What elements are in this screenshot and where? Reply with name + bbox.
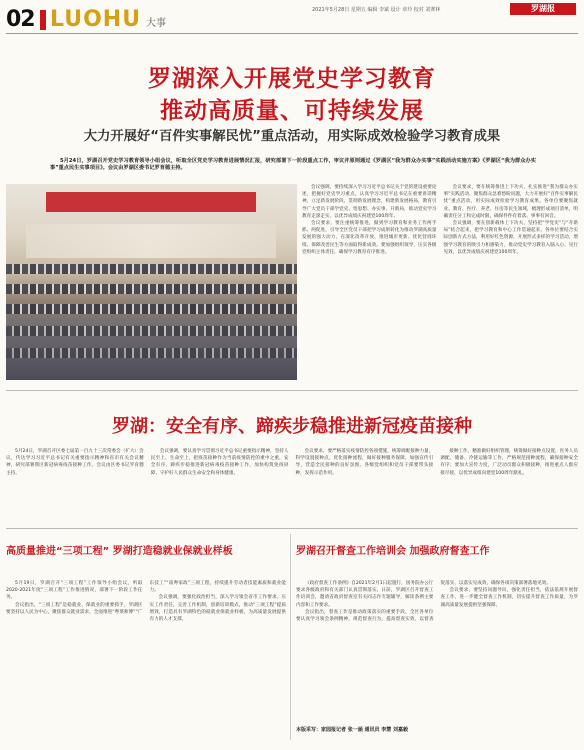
bottom-right-paragraph: 会议指出，督查工作是推动政策落实的重要手段，全区各单位要认真学习领会条例精神，规范督查行为，提高督查实效，以督查促落实、以落实见成效，确保各项决策部署落地见效。 — [296, 581, 551, 623]
lead-body — [302, 184, 578, 380]
bottom-right-paragraph: 会议要求，要坚持问题导向，强化责任担当，依法依规开展督查工作，进一步健全督查工作机制，切实提升督查工作质量，为罗湖高质量发展提供坚强保障。 — [440, 588, 578, 608]
header-rule — [6, 33, 578, 34]
lead-subhead: 大力开展好“百件实事解民忧”重点活动，用实际成效检验学习教育成果 — [83, 129, 501, 144]
bottom-right-body — [296, 580, 578, 722]
meeting-photo — [6, 184, 297, 380]
bottom-left-paragraph: 5月19日，罗湖召开“三项工程”工作领导小组会议，听取2020-2021年度“三项工程”工作推进情况，部署下一阶段工作任务。 — [6, 581, 143, 601]
header-brand-bar — [40, 10, 46, 30]
bottom-right-paragraph: 《政府督查工作条例》自2021年2月1日起施行，国务院办公厅要求各级政府和有关部门认真贯彻落实。日前，罗湖区召开督查工作培训会，邀请省政府督查室有关同志作专题辅导，解读条例主要内容和工作要求。 — [296, 581, 434, 608]
lead-paragraph: 会议强调，要持续深入学习习近平总书记关于党的建设重要论述，把握好党史学习重点，认真学习习近平总书记在重要讲话精神，立足新发展阶段，贯彻新发展理念，构建新发展格局，教育引导广大党员干部学党史、悟思想、办实事、开新局，推动党史学习教育走深走实，以优异成绩庆祝建党100周年。 — [302, 185, 437, 219]
covid-body — [6, 448, 578, 520]
bottom-left-body — [6, 580, 286, 740]
bottom-left-paragraph: 会议强调，要强化政治担当，深入学习领会省市工作要求，压实工作责任，完善工作机制，创新培训模式，推动“三项工程”提质增效，打造具有罗湖特色的稳就业保就业样板，为高质量发展提供有力的人才支撑。 — [149, 595, 286, 623]
covid-paragraph: 5月24日，罗湖召开区委七届第一百九十三次常委会（扩大）会议，传达学习习近平总书记有关重要指示精神和省市有关会议精神，研究部署我区新冠病毒疫苗接种工作。会议由区委书记罗育德主持。 — [6, 449, 144, 476]
covid-paragraph: 接种工作，精准做好组织管理，统筹做好接种点设置，医务人员调配、储备、冷链运输等工作，严格规范接种流程，确保接种安全有序；要加大宣传力度，广泛动员群众积极接种，推进重点人群应接尽接，以优异成绩向建党100周年献礼。 — [440, 449, 578, 476]
lead-paragraph: 会议强调，要在创新载体上下功夫，坚持把“学党史”与“开新局”结合起来，把学习教育和中心工作贯通起来，各单位要结合实际创新方式方法，利用好红色资源，开展形式多样的学习活动，增强学习教育的吸引力和感染力，推动党史学习教育入脑入心、见行见效，以优异成绩庆祝建党100周年。 — [443, 221, 578, 255]
header-section: 大事 — [146, 18, 166, 29]
bottom-right-headline: 罗湖召开督查工作培训会 加强政府督查工作 — [296, 546, 490, 557]
lead-headline-1: 罗湖深入开展党史学习教育 — [148, 66, 436, 92]
header-brand: LUOHU — [50, 7, 142, 32]
covid-paragraph: 会议要求，要严格落实疫情防控各项措施，统筹调配接种力量，科学设置接种点，优化接种流程，做好接种服务保障，加强宣传引导，营造全民接种的良好氛围。各级党组织和党员干部要带头接种，发挥示范作用。 — [295, 449, 434, 476]
covid-headline: 罗湖：安全有序、蹄疾步稳推进新冠疫苗接种 — [112, 416, 472, 437]
lead-paragraph: 会议要求，要注重统筹推进，做到学习教育和业务工作两手抓、两促进，引导全区党员干部把学习成果转化为推动罗湖高质量发展的强大动力，在深化改革开放、推进城市更新、优化营商环境、保障改善民生等方面取得新成效。要加强组织领导，压实各级党组织主体责任，确保学习教育有序推进。 — [302, 221, 437, 255]
header-meta: 2021年5月28日 星期五 编辑 李斌 设计 章玲 校对 刘赛林 — [312, 7, 441, 13]
bottom-left-headline: 高质量推进“三项工程” 罗湖打造稳就业保就业样板 — [6, 546, 233, 557]
bottom-left-paragraph: 会议指出，“三项工程”是稳就业、保就业的重要抓手，罗湖区要坚持以人民为中心，聚焦群众就业需求，全面推进“粤菜师傅”“广东技工”“南粤家政”三项工程，持续提升劳动者技能素质和就业能力。 — [6, 581, 286, 615]
lead-paragraph: 会议要求，要在统筹推进上下功夫，扎实推进“我为群众办实事”实践活动，聚焦群众急难愁盼问题，大力开展好“百件实事解民忧”重点活动，用实际成效检验学习教育成果。各单位要聚焦就业、教育、医疗、养老、住房等民生领域，梳理形成项目清单，明确责任分工和完成时限，确保件件有着落、事事有回音。 — [443, 185, 578, 219]
lead-intro: 5月24日，罗湖召开党史学习教育领导小组会议，听取全区党史学习教育进展情况汇报，研究部署下一阶段重点工作，审议并原则通过《罗湖区“我为群众办实事”实践活动实施方案》《罗湖区“我为群众办实事”重点民生实事项目》。会议由罗湖区委书记罗育德主持。 — [50, 158, 536, 172]
page-number: 02 — [6, 7, 35, 32]
section-rule — [6, 528, 578, 529]
credit-line: 本版采写：家园报记者 张一涵 通讯员 李慧 刘嘉毅 — [296, 727, 408, 733]
covid-paragraph: 会议强调，要认真学习贯彻习近平总书记重要指示精神，坚持人民至上、生命至上，把疫苗接种作为当前疫情防控的重中之重，安全有序、蹄疾步稳推进新冠病毒疫苗接种工作，加快构筑免疫屏障，守护好人民群众生命安全和身体健康。 — [150, 449, 289, 476]
lead-headline-2: 推动高质量、可持续发展 — [160, 98, 424, 124]
section-rule — [6, 390, 578, 391]
paper-logo: 罗湖报 — [510, 3, 576, 15]
column-divider — [290, 534, 291, 740]
